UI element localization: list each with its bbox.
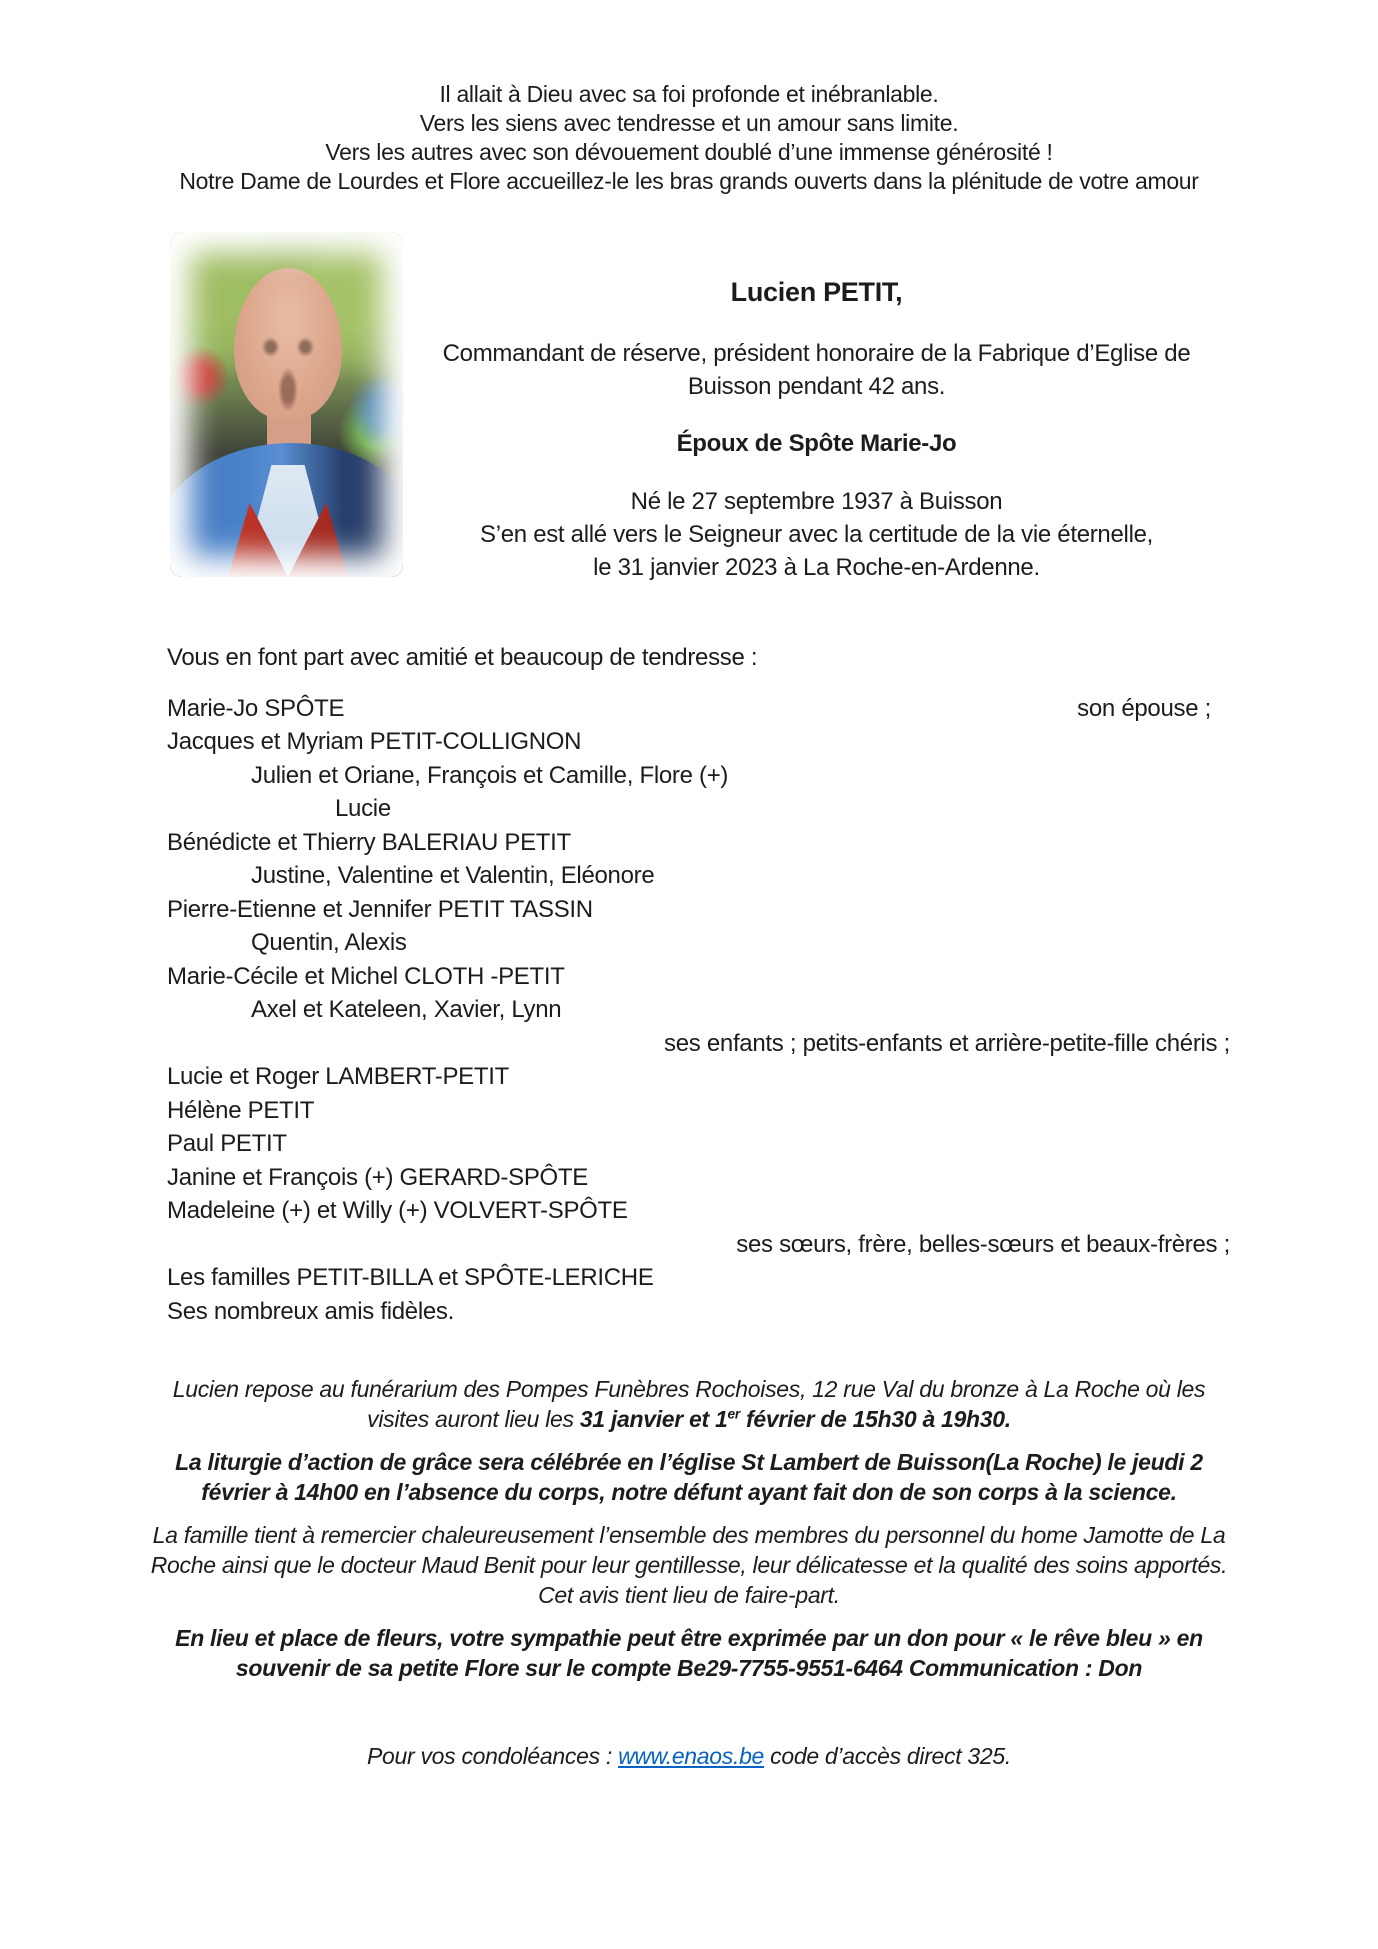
family-line: Marie-Cécile et Michel CLOTH -PETIT: [167, 962, 565, 990]
family-line: Justine, Valentine et Valentin, Eléonore: [251, 862, 655, 889]
funeral-notices: [144, 1374, 1234, 1771]
family-line: Hélène PETIT: [167, 1096, 315, 1124]
epitaph-line-2: Vers les siens avec tendresse et un amour sans limite.: [419, 110, 959, 136]
family-member: Marie-Jo SPÔTE: [167, 694, 345, 722]
visitation-dates: 31 janvier et 1er février de 15h30 à 19h30.: [579, 1406, 1011, 1432]
family-line: Bénédicte et Thierry BALERIAU PETIT: [167, 828, 571, 856]
relationship-label-siblings: ses sœurs, frère, belles-sœurs et beaux-frères ;: [736, 1230, 1230, 1258]
family-list: [167, 641, 1230, 1328]
family-line: Janine et François (+) GERARD-SPÔTE: [167, 1163, 588, 1191]
donation-notice: En lieu et place de fleurs, votre sympathie peut être exprimée par un don pour « le rêve bleu » en souvenir de sa petite Flore sur le compte Be29-7755-9551-6464 Communication : Don: [175, 1625, 1203, 1681]
deceased-title: Commandant de réserve, président honoraire de la Fabrique d’Eglise de Buisson pendant 42 ans.: [442, 340, 1191, 400]
family-line: Lucie: [335, 795, 391, 822]
epitaph-line-3: Vers les autres avec son dévouement doublé d’une immense générosité !: [325, 139, 1053, 165]
liturgy-notice: La liturgie d’action de grâce sera célébrée en l’église St Lambert de Buisson(La Roche) le jeudi 2 février à 14h00 en l’absence du corps, notre défunt ayant fait don de son corps à la science.: [175, 1449, 1203, 1505]
family-line: Les familles PETIT-BILLA et SPÔTE-LERICHE: [167, 1264, 654, 1291]
condolences-line: [144, 1741, 1234, 1771]
visitation-notice: [144, 1374, 1234, 1434]
family-line: Julien et Oriane, François et Camille, Flore (+): [251, 761, 729, 789]
portrait-photo: [170, 232, 403, 577]
epitaph: [0, 0, 1378, 196]
family-line: Ses nombreux amis fidèles.: [167, 1297, 454, 1325]
relationship-label-children: ses enfants ; petits-enfants et arrière-petite-fille chéris ;: [664, 1029, 1230, 1057]
family-line: Lucie et Roger LAMBERT-PETIT: [167, 1063, 509, 1090]
life-dates: [403, 485, 1230, 584]
deceased-header: [403, 232, 1230, 584]
condolences-pre: Pour vos condoléances :: [366, 1743, 619, 1769]
death-line-1: S’en est allé vers le Seigneur avec la certitude de la vie éternelle,: [479, 521, 1154, 548]
photo-feathered-edge: [170, 232, 403, 577]
death-line-2: le 31 janvier 2023 à La Roche-en-Ardenne.: [593, 554, 1040, 581]
epitaph-line-4: Notre Dame de Lourdes et Flore accueillez-le les bras grands ouverts dans la plénitude de votre amour: [179, 168, 1199, 194]
family-line: Madeleine (+) et Willy (+) VOLVERT-SPÔTE: [167, 1197, 628, 1224]
family-line: Paul PETIT: [167, 1130, 287, 1157]
thanks-notice: La famille tient à remercier chaleureusement l’ensemble des membres du personnel du home Jamotte de La Roche ainsi que le docteur Maud Benit pour leur gentillesse, leur délicatesse et la qualité des soins apportés. Cet avis tient lieu de faire-part.: [150, 1522, 1228, 1608]
deceased-name: Lucien PETIT,: [730, 277, 903, 307]
family-line: Quentin, Alexis: [251, 929, 407, 956]
visitation-text: Lucien repose au funérarium des Pompes Funèbres Rochoises, 12 rue Val du bronze à La Roche où les visites auront lieu les: [172, 1376, 1206, 1432]
relationship-label: son épouse ;: [1077, 694, 1211, 722]
family-line: Axel et Kateleen, Xavier, Lynn: [251, 996, 562, 1023]
family-line: Pierre-Etienne et Jennifer PETIT TASSIN: [167, 895, 593, 923]
intro-line: Vous en font part avec amitié et beaucoup de tendresse :: [167, 644, 758, 671]
enaos-link[interactable]: www.enaos.be: [618, 1743, 765, 1769]
condolences-post: code d’accès direct 325.: [764, 1743, 1011, 1769]
family-line: Jacques et Myriam PETIT-COLLIGNON: [167, 728, 582, 755]
spouse-line: Époux de Spôte Marie-Jo: [676, 430, 957, 457]
birth-line: Né le 27 septembre 1937 à Buisson: [630, 488, 1003, 515]
family-line-spouse: [167, 692, 1230, 726]
header-section: [170, 232, 1378, 584]
epitaph-line-1: Il allait à Dieu avec sa foi profonde et inébranlable.: [439, 81, 939, 107]
